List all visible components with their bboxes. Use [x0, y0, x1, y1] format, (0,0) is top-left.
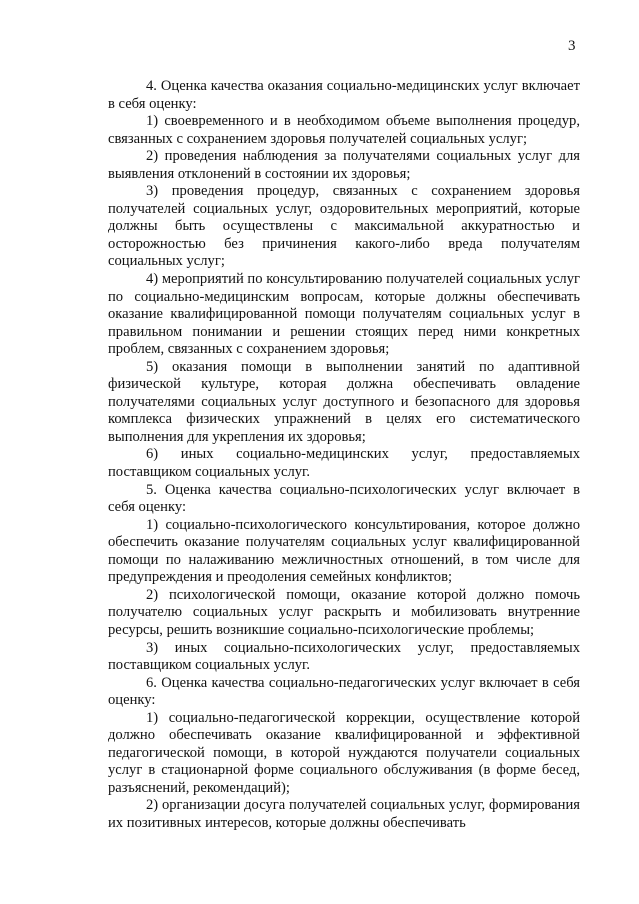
paragraph-4-item-5: 5) оказания помощи в выполнении занятий по адаптивной физической культуре, которая должна обеспечивать овладение получателями социальных услуг доступного и безопасного для здоровья комплекса физических упражнений в целях его систематического выполнения для укрепления их здоровья;: [108, 358, 580, 445]
paragraph-6-item-2: 2) организации досуга получателей социальных услуг, формирования их позитивных интересов, которые должны обеспечивать: [108, 797, 580, 831]
paragraph-4-heading: 4. Оценка качества оказания социально-медицинских услуг включает в себя оценку:: [108, 78, 580, 112]
page-number: 3: [568, 38, 576, 54]
paragraph-5-item-1: 1) социально-психологического консультирования, которое должно обеспечить оказание получателям социальных услуг квалифицированной помощи по налаживанию межличностных отношений, в том числе для предупреждения и преодоления семейных конфликтов;: [108, 516, 580, 586]
paragraph-5-heading: 5. Оценка качества социально-психологических услуг включает в себя оценку:: [108, 481, 580, 516]
paragraph-5-item-2: 2) психологической помощи, оказание которой должно помочь получателю социальных услуг раскрыть и мобилизовать внутренние ресурсы, решить возникшие социально-психологические проблемы;: [108, 586, 580, 638]
paragraph-4-item-3: 3) проведения процедур, связанных с сохранением здоровья получателей социальных услуг, оздоровительных мероприятий, которые должны быть осуществлены с максимальной аккуратностью и осторожностью без причинения какого-либо вреда получателям социальных услуг;: [108, 183, 580, 270]
paragraph-4-item-6: 6) иных социально-медицинских услуг, предоставляемых поставщиком социальных услуг.: [108, 446, 580, 481]
paragraph-4-item-1: 1) своевременного и в необходимом объеме выполнения процедур, связанных с сохранением здоровья получателей социальных услуг;: [108, 113, 580, 147]
paragraph-6-item-1: 1) социально-педагогической коррекции, осуществление которой должно обеспечивать оказание квалифицированной и эффективной педагогической помощи, в которой нуждаются получатели социальных услуг в стационарной форме социального обслуживания (в форме бесед, разъяснений, рекомендаций);: [108, 709, 580, 796]
paragraph-4-item-2: 2) проведения наблюдения за получателями социальных услуг для выявления отклонений в состоянии их здоровья;: [108, 148, 580, 182]
paragraph-4-item-4: 4) мероприятий по консультированию получателей социальных услуг по социально-медицинским вопросам, которые должны обеспечивать оказание квалифицированной помощи получателям социальных услуг в правильном понимании и решении стоящих перед ними конкретных проблем, связанных с сохранением здоровья;: [108, 271, 580, 358]
paragraph-6-heading: 6. Оценка качества социально-педагогических услуг включает в себя оценку:: [108, 674, 580, 709]
paragraph-5-item-3: 3) иных социально-психологических услуг, предоставляемых поставщиком социальных услуг.: [108, 639, 580, 674]
document-body: [108, 78, 580, 833]
